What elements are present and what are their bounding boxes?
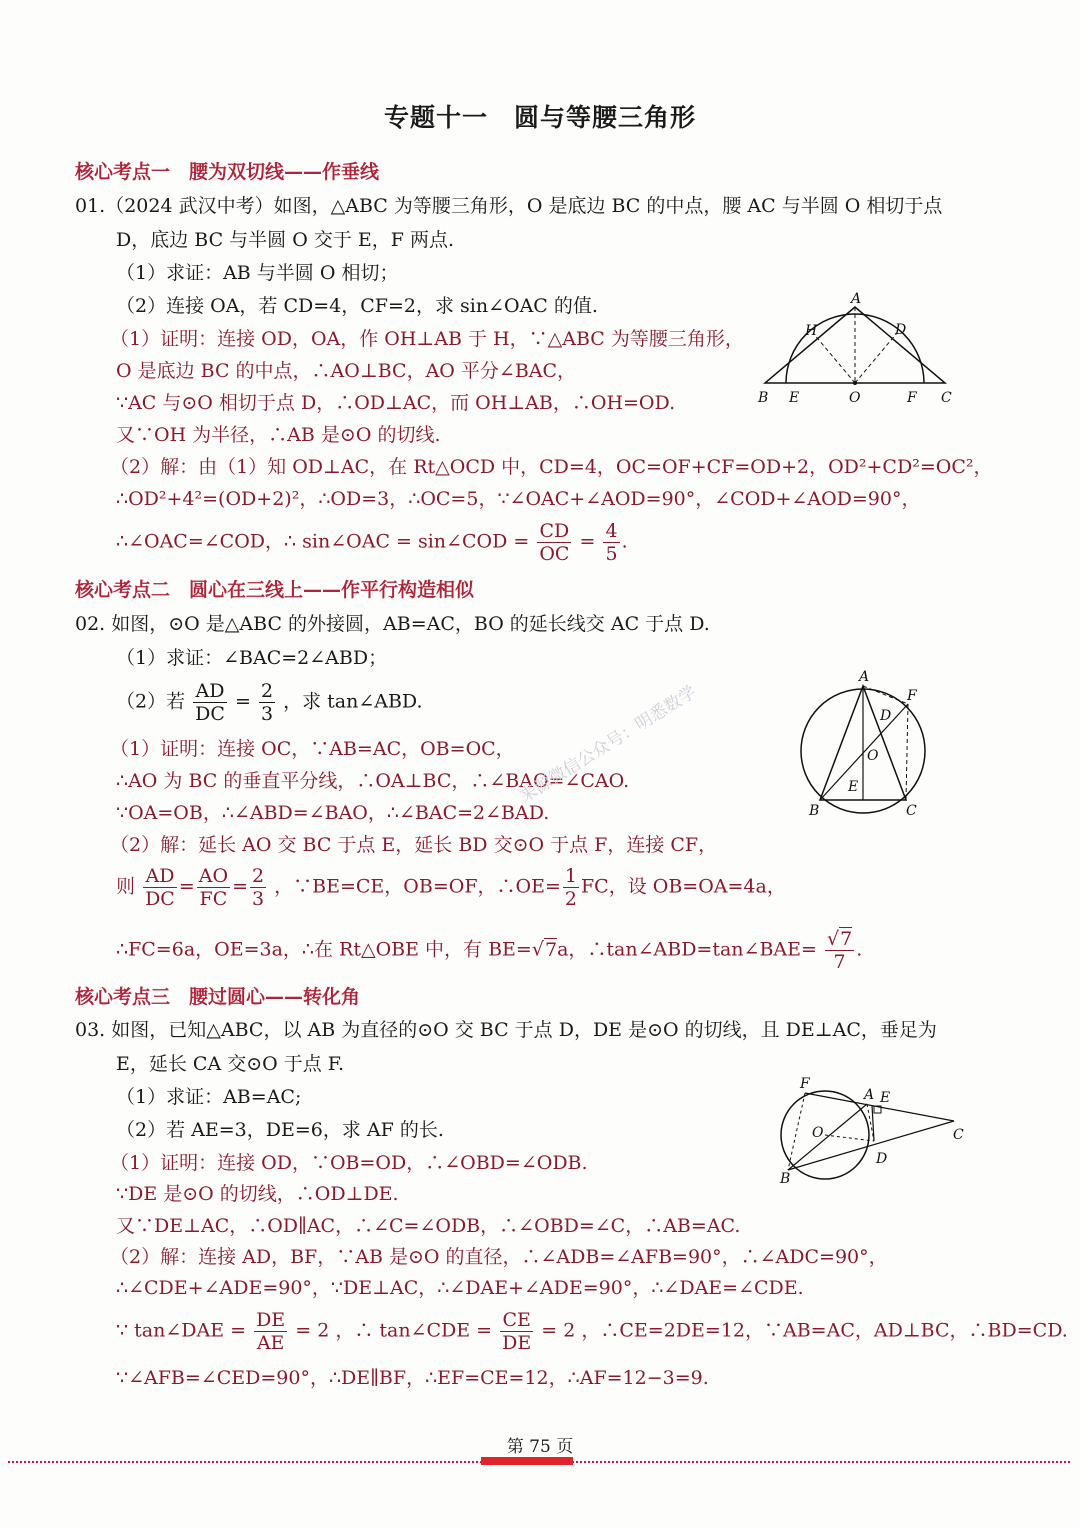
fraction-2-3: $\frac{2}{3}$ (260, 680, 274, 725)
solution-1-line-5: （2）解：由（1）知 OD⊥AC，在 Rt△OCD 中，CD=4，OC=OF+CF=OD+2，OD²+CD²=OC²， (110, 456, 993, 478)
label-C: C (953, 1127, 964, 1143)
problem-2-question-2: （2）若 $\frac{AD}{DC}$ = $\frac{2}{3}$ ，求 tan∠ABD. (116, 680, 423, 725)
label-E: E (880, 1090, 891, 1106)
section-heading-2: 核心考点二 圆心在三线上——作平行构造相似 (75, 579, 475, 601)
label-H: H (805, 323, 818, 339)
fraction-ad-dc: $\frac{AD}{DC}$ (195, 680, 225, 725)
problem-1-question-1: （1）求证：AB 与半圆 O 相切； (116, 262, 399, 284)
fraction-sqrt7-7: $\frac{√7}{7}$ (827, 928, 853, 973)
figure-3-circle-triangle (770, 1075, 970, 1190)
label-B: B (758, 390, 769, 406)
label-A: A (851, 291, 862, 307)
problem-2-question-1: （1）求证：∠BAC=2∠ABD； (116, 647, 388, 669)
label-B: B (780, 1171, 791, 1187)
problem-2-line-1: 02. 如图，⊙O 是△ABC 的外接圆，AB=AC，BO 的延长线交 AC 于点 D. (75, 613, 710, 635)
solution-2-line-5: 则 $\frac{AD}{DC}$ = $\frac{AO}{FC}$ = $\frac{2}{3}$ ，∵BE=CE，OB=OF，∴OE= $\frac{1}{2}$ FC，设 OB=OA=4a， (116, 865, 786, 910)
solution-3-line-7: ∵∠AFB=∠CED=90°，∴DE∥BF，∴EF=CE=12，∴AF=12−3=9. (116, 1367, 709, 1389)
label-E: E (789, 390, 800, 406)
label-D: D (895, 322, 907, 338)
problem-1-line-1: 01.（2024 武汉中考）如图，△ABC 为等腰三角形，O 是底边 BC 的中点，腰 AC 与半圆 O 相切于点 (75, 195, 943, 217)
solution-1-line-2: O 是底边 BC 的中点，∴AO⊥BC，AO 平分∠BAC， (116, 360, 577, 382)
label-D: D (876, 1151, 888, 1167)
solution-1-line-6: ∴OD²+4²=(OD+2)²，∴OD=3，∴OC=5，∵∠OAC+∠AOD=90°，∠COD+∠AOD=90°， (116, 488, 921, 510)
problem-3-question-1: （1）求证：AB=AC; (116, 1086, 302, 1108)
problem-3-line-2: E，延长 CA 交⊙O 于点 F. (116, 1053, 345, 1075)
solution-3-line-1: （1）证明：连接 OD，∵OB=OD，∴∠OBD=∠ODB. (110, 1152, 588, 1174)
label-B: B (809, 803, 820, 819)
figure-2-circumcircle (790, 668, 940, 823)
section-heading-3: 核心考点三 腰过圆心——转化角 (75, 986, 361, 1008)
solution-3-line-3: 又∵DE⊥AC，∴OD∥AC，∴∠C=∠ODB，∴∠OBD=∠C，∴AB=AC. (116, 1215, 741, 1237)
label-O: O (867, 748, 879, 764)
problem-3-question-2: （2）若 AE=3，DE=6，求 AF 的长. (116, 1119, 444, 1141)
solution-3-line-2: ∵DE 是⊙O 的切线，∴OD⊥DE. (116, 1183, 399, 1205)
watermark: 来源微信公众号：明悉数学 (516, 682, 701, 808)
label-O: O (849, 390, 861, 406)
solution-3-line-4: （2）解：连接 AD，BF，∵AB 是⊙O 的直径，∴∠ADB=∠AFB=90°，∴∠ADC=90°， (110, 1246, 888, 1268)
figure-1-semicircle-triangle (755, 290, 970, 410)
label-A: A (859, 669, 870, 685)
fraction-cd-oc: $\frac{CD}{OC}$ (539, 520, 570, 565)
solution-1-line-4: 又∵OH 为半径，∴AB 是⊙O 的切线. (116, 424, 441, 446)
page-title: 专题十一 圆与等腰三角形 (383, 103, 696, 132)
solution-2-line-2: ∴AO 为 BC 的垂直平分线，∴OA⊥BC，∴∠BAO=∠CAO. (116, 770, 630, 792)
page-number: 第 75 页 (506, 1437, 574, 1457)
label-F: F (907, 688, 917, 704)
label-F: F (800, 1076, 810, 1092)
solution-3-line-6: ∵ tan∠DAE = $\frac{DE}{AE}$ = 2 ，∴ tan∠CDE = $\frac{CE}{DE}$ = 2 ，∴CE=2DE=12，∵AB=AC，AD⊥BC，∴BD=CD. (116, 1309, 1068, 1354)
solution-1-line-7-text: ∴∠OAC=∠COD，∴ sin∠OAC = sin∠COD = (116, 530, 530, 553)
footer-accent-bar (481, 1457, 573, 1465)
label-D: D (880, 708, 892, 724)
label-A: A (864, 1087, 875, 1103)
solution-3-line-5: ∴∠CDE+∠ADE=90°，∵DE⊥AC，∴∠DAE+∠ADE=90°，∴∠DAE=∠CDE. (116, 1277, 804, 1299)
solution-2-line-4: （2）解：延长 AO 交 BC 于点 E，延长 BD 交⊙O 于点 F，连接 CF， (110, 834, 718, 856)
label-C: C (941, 390, 952, 406)
problem-1-line-2: D，底边 BC 与半圆 O 交于 E，F 两点. (116, 229, 454, 251)
problem-3-line-1: 03. 如图，已知△ABC，以 AB 为直径的⊙O 交 BC 于点 D，DE 是⊙O 的切线，且 DE⊥AC，垂足为 (75, 1019, 937, 1041)
fraction-ce-de: $\frac{CE}{DE}$ (502, 1309, 532, 1354)
solution-2-line-3: ∵OA=OB，∴∠ABD=∠BAO，∴∠BAC=2∠BAD. (116, 802, 550, 824)
fraction-4-5: $\frac{4}{5}$ (605, 520, 618, 565)
solution-1-line-7: ∴∠OAC=∠COD，∴ sin∠OAC = sin∠COD = $\frac{CD}{OC}$ = $\frac{4}{5}$ . (116, 520, 628, 565)
solution-1-line-3: ∵AC 与⊙O 相切于点 D，∴OD⊥AC，而 OH⊥AB，∴OH=OD. (116, 392, 676, 414)
fraction-de-ae: $\frac{DE}{AE}$ (256, 1309, 286, 1354)
label-C: C (906, 803, 917, 819)
solution-2-line-1: （1）证明：连接 OC，∵AB=AC，OB=OC， (110, 738, 515, 760)
label-O: O (812, 1125, 824, 1141)
solution-1-line-1: （1）证明：连接 OD，OA，作 OH⊥AB 于 H，∵△ABC 为等腰三角形， (110, 328, 744, 350)
problem-1-question-2: （2）连接 OA，若 CD=4，CF=2，求 sin∠OAC 的值. (116, 295, 598, 317)
section-heading-1: 核心考点一 腰为双切线——作垂线 (75, 161, 380, 183)
label-F: F (907, 390, 917, 406)
label-E: E (848, 779, 859, 795)
solution-2-line-6: ∴FC=6a，OE=3a，∴在 Rt△OBE 中，有 BE=√7a，∴tan∠ABD=tan∠BAE= $\frac{√7}{7}$ . (116, 928, 863, 973)
